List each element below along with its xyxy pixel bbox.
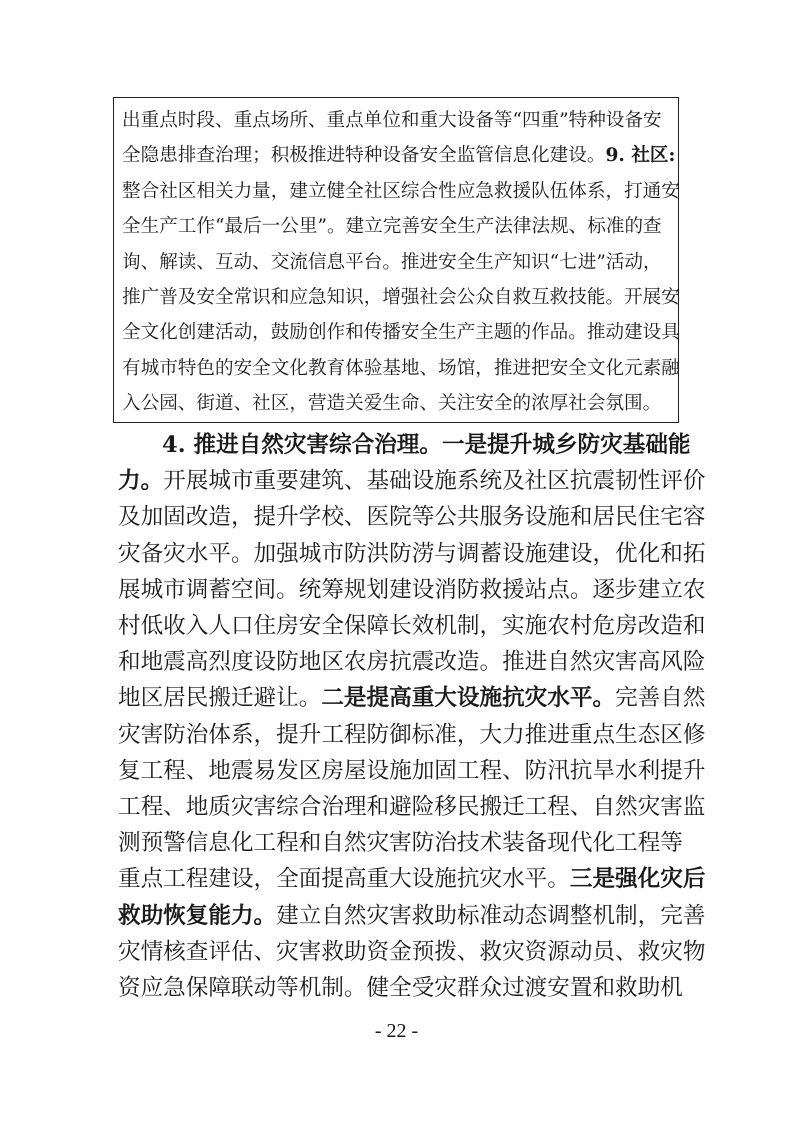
text-line bbox=[118, 644, 705, 676]
bold-text-segment: 救助恢复能力。 bbox=[118, 902, 277, 929]
text-line bbox=[118, 898, 705, 930]
text-segment: 和地震高烈度设防地区农房抗震改造。推进自然灾害高风险 bbox=[118, 649, 706, 676]
text-line bbox=[118, 463, 705, 495]
text-segment: 灾害防治体系，提升工程防御标准，大力推进重点生态区修 bbox=[118, 721, 706, 748]
text-segment: 询、解读、互动、交流信息平台。推进安全生产知识“七进”活动， bbox=[122, 251, 662, 273]
text-line bbox=[122, 389, 661, 415]
text-line bbox=[118, 499, 705, 531]
text-segment: 工程、地质灾害综合治理和避险移民搬迁工程、自然灾害监 bbox=[118, 794, 706, 820]
text-segment: 全文化创建活动，鼓励创作和传播安全生产主题的作品。推动建设具 bbox=[122, 322, 680, 344]
text-line bbox=[118, 680, 705, 712]
bold-text-segment: 三是强化灾后 bbox=[569, 866, 706, 893]
text-segment: 展城市调蓄空间。统筹规划建设消防救援站点。逐步建立农 bbox=[118, 576, 706, 603]
text-segment: 及加固改造，提升学校、医院等公共服务设施和居民住宅容 bbox=[118, 504, 706, 531]
text-line bbox=[118, 608, 705, 640]
bold-text-segment: 4. 推进自然灾害综合治理。一是提升城乡防灾基础能 bbox=[162, 432, 691, 458]
text-segment: 灾情核查评估、灾害救助资金预拨、救灾资源动员、救灾物 bbox=[118, 938, 706, 965]
text-line bbox=[118, 717, 705, 749]
text-segment: 地区居民搬迁避让。 bbox=[118, 685, 322, 712]
text-segment: 村低收入人口住房安全保障长效机制，实施农村危房改造和 bbox=[118, 613, 706, 639]
text-line bbox=[118, 934, 705, 966]
text-line bbox=[122, 212, 662, 238]
text-segment: 测预警信息化工程和自然灾害防治技术装备现代化工程等 bbox=[118, 830, 683, 857]
text-line bbox=[118, 536, 705, 568]
text-line bbox=[122, 106, 662, 132]
bold-text-segment: 9. 社区: bbox=[605, 145, 676, 167]
text-line bbox=[118, 970, 683, 1002]
text-segment: 整合社区相关力量，建立健全社区综合性应急救援队伍体系，打通安 bbox=[122, 180, 680, 202]
text-segment: 全生产工作“最后一公里”。建立完善安全生产法律法规、标准的查 bbox=[122, 216, 662, 238]
text-line bbox=[118, 789, 705, 821]
text-line bbox=[122, 248, 662, 274]
text-line bbox=[162, 427, 691, 459]
bold-text-segment: 二是提高重大设施抗灾水平。 bbox=[321, 685, 616, 712]
text-line bbox=[118, 572, 705, 604]
text-segment: 灾备灾水平。加强城市防洪防涝与调蓄设施建设，优化和拓 bbox=[118, 540, 706, 567]
page-number: - 22 - bbox=[374, 1020, 419, 1042]
text-segment: 有城市特色的安全文化教育体验基地、场馆，推进把安全文化元素融 bbox=[122, 357, 680, 379]
text-segment: 复工程、地震易发区房屋设施加固工程、防汛抗旱水利提升 bbox=[118, 757, 706, 784]
text-line bbox=[118, 753, 705, 785]
text-segment: 建立自然灾害救助标准动态调整机制，完善 bbox=[276, 902, 706, 929]
text-segment: 全隐患排查治理；积极推进特种设备安全监管信息化建设。 bbox=[122, 145, 606, 167]
text-line bbox=[118, 861, 705, 893]
text-line bbox=[122, 283, 680, 309]
text-segment: 资应急保障联动等机制。健全受灾群众过渡安置和救助机 bbox=[118, 975, 683, 1001]
text-segment: 重点工程建设，全面提高重大设施抗灾水平。 bbox=[118, 866, 570, 893]
text-segment: 开展城市重要建筑、基础设施系统及社区抗震韧性评价 bbox=[163, 468, 706, 495]
text-line bbox=[122, 177, 680, 203]
text-line bbox=[118, 825, 683, 857]
boxed-text-section bbox=[113, 97, 679, 423]
text-segment: 完善自然 bbox=[615, 685, 706, 712]
text-line bbox=[122, 141, 675, 167]
text-segment: 推广普及安全常识和应急知识，增强社会公众自救互救技能。开展安 bbox=[122, 287, 680, 308]
text-segment: 出重点时段、重点场所、重点单位和重大设备等“四重”特种设备安 bbox=[122, 110, 662, 131]
text-line bbox=[122, 318, 680, 344]
bold-text-segment: 力。 bbox=[118, 468, 164, 495]
text-segment: 入公园、街道、社区，营造关爱生命、关注安全的浓厚社会氛围。 bbox=[122, 393, 662, 415]
text-line bbox=[122, 354, 680, 380]
